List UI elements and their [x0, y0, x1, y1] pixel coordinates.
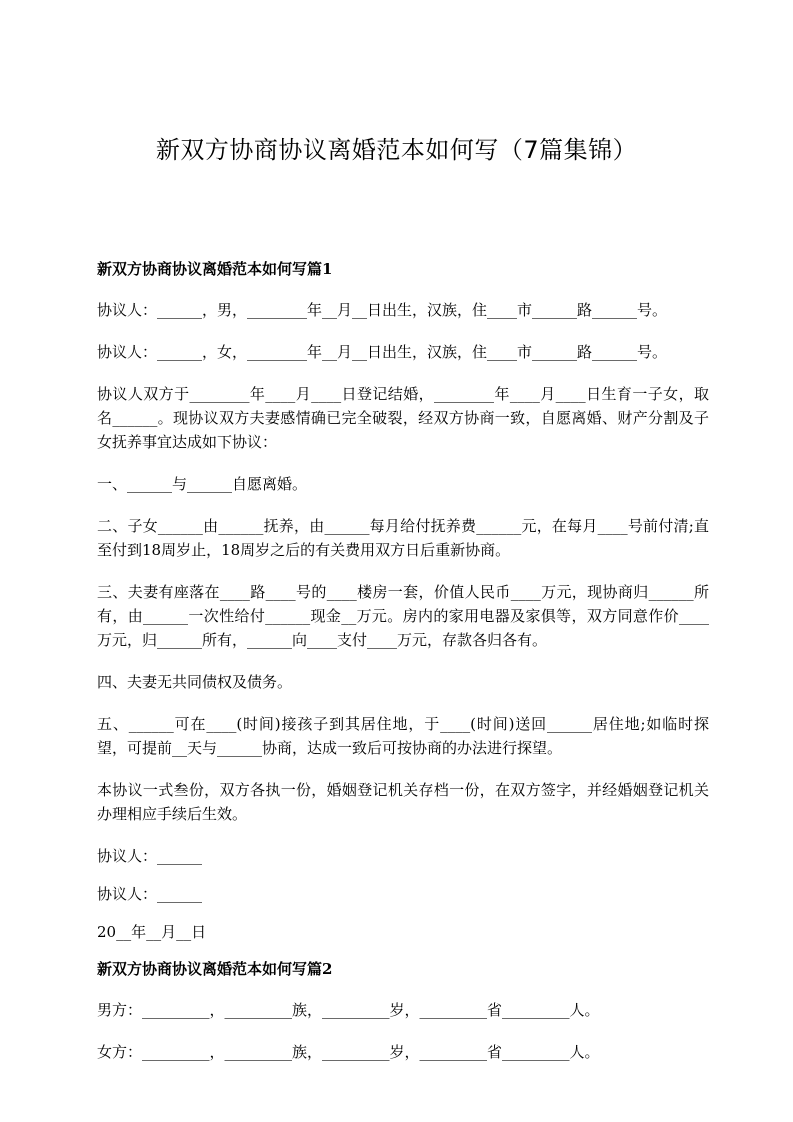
- paragraph: 协议人双方于________年____月____日登记结婚，________年____月____日生育一子女，取名______。现协议双方夫妻感情确已完全破裂，经双方协商一致，自愿离婚、财产分割及子女抚养事宜达成如下协议：: [97, 385, 709, 451]
- paragraph: 一、______与______自愿离婚。: [97, 475, 308, 493]
- signature-line: 协议人：______: [97, 847, 203, 865]
- paragraph: 四、夫妻无共同债权及债务。: [97, 673, 293, 691]
- paragraph: 五、______可在____(时间)接孩子到其居住地，于____(时间)送回______居住地;如临时探望，可提前__天与______协商，达成一致后可按协商的办法进行探望。: [97, 715, 709, 757]
- paragraph: 三、夫妻有座落在____路____号的____楼房一套，价值人民币____万元，现协商归______所有，由______一次性给付______现金__万元。房内的家用电器及家俱等，双方同意作价____万元，归______所有，______向____支付____万元，存款各归各有。: [97, 583, 709, 649]
- section-heading-1: 新双方协商协议离婚范本如何写篇1: [97, 260, 333, 278]
- signature-line: 协议人：______: [97, 885, 203, 903]
- paragraph: 二、子女______由______抚养，由______每月给付抚养费______元，在每月____号前付清;直至付到18周岁止，18周岁之后的有关费用双方日后重新协商。: [97, 517, 709, 559]
- section-heading-2: 新双方协商协议离婚范本如何写篇2: [97, 960, 333, 978]
- document-body: [97, 258, 709, 1064]
- date-line: 20__年__月__日: [97, 923, 207, 941]
- paragraph: 男方：_________，_________族，_________岁，_________省_________人。: [97, 1001, 600, 1019]
- paragraph: 协议人：______，女，________年__月__日出生，汉族，住____市______路______号。: [97, 343, 668, 361]
- paragraph: 女方：_________，_________族，_________岁，_________省_________人。: [97, 1043, 600, 1061]
- document-title: 新双方协商协议离婚范本如何写（7篇集锦）: [155, 136, 638, 164]
- paragraph: 本协议一式叁份，双方各执一份，婚姻登记机关存档一份，在双方签字，并经婚姻登记机关办理相应手续后生效。: [97, 781, 709, 823]
- paragraph: 协议人：______，男，________年__月__日出生，汉族，住____市______路______号。: [97, 301, 668, 319]
